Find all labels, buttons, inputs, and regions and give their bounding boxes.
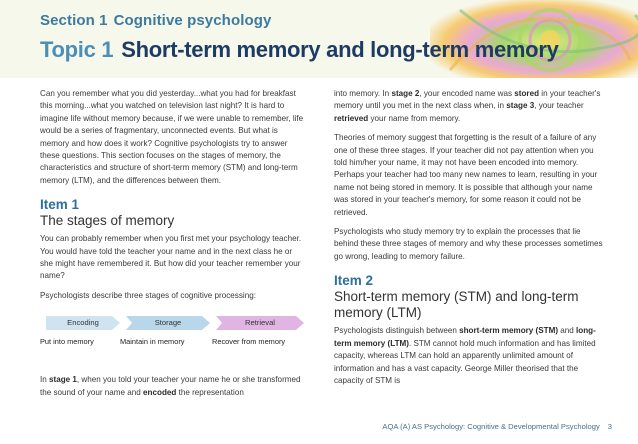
stage-sub-retrieval: Recover from memory	[212, 337, 286, 347]
stage-arrow-encoding	[46, 316, 120, 330]
stage-label-retrieval: Retrieval	[245, 318, 275, 328]
stage-arrow-storage	[126, 316, 210, 330]
item-1-heading	[40, 197, 306, 229]
page-header	[0, 0, 638, 78]
left-column	[40, 88, 306, 406]
topic-title: Short-term memory and long-term memory	[121, 37, 559, 62]
item-2-title: Short-term memory (STM) and long-term memory (LTM)	[334, 289, 579, 321]
item-2-label: Item 2	[334, 273, 374, 289]
topic-heading	[40, 37, 559, 63]
stage-label-storage: Storage	[154, 318, 182, 328]
page-number: 3	[607, 422, 612, 431]
section-title: Cognitive psychology	[113, 12, 272, 29]
item-1-label: Item 1	[40, 197, 80, 213]
forgetting-paragraph: Theories of memory suggest that forgetting is the result of a failure of any one of these three stages. If your teacher did not pay attention when you told him/her your name, it may not have been encoded into memory. Perhaps your teacher had too many new names to learn, resulting in your name not being stored in memory. It is possible that although your name was stored in your teacher's memory, for some reason it could not be retrieved.	[334, 133, 598, 217]
stage-sub-storage: Maintain in memory	[120, 337, 185, 347]
item-2-heading	[334, 273, 606, 321]
stages-2-3-paragraph: into memory. In stage 2, your encoded name was stored in your teacher's memory until you met in the next class when, in stage 3, your teacher retrieved your name from memory.	[334, 89, 601, 123]
page-footer	[382, 422, 612, 431]
section-heading	[40, 12, 271, 29]
footer-text: AQA (A) AS Psychology: Cognitive & Developmental Psychology	[382, 422, 600, 431]
stage-1-paragraph: In stage 1, when you told your teacher your name he or she transformed the sound of your name and encoded the representation	[40, 375, 301, 397]
stage-label-encoding: Encoding	[67, 318, 99, 328]
right-column	[334, 88, 606, 394]
stage-arrow-retrieval	[216, 316, 304, 330]
item-1-paragraph: You can probably remember when you first met your psychology teacher. You would have told the teacher your name and in the next class he or she might have remembered it. But how did your teacher remember your name?	[40, 234, 302, 281]
intro-paragraph: Can you remember what you did yesterday...what you had for breakfast this morning...what you watched on television last night? It is hard to imagine life without memory because, if we were unable to remember, life would be a series of fragmentary, unconnected events. But what is memory and how does it work? Cognitive psychologists try to answer these questions. This section focuses on the stages of memory, the characteristics and structure of short-term memory (STM) and long-term memory (LTM), and the differences between them.	[40, 89, 304, 185]
stage-sub-encoding: Put into memory	[40, 337, 94, 347]
item-1-title: The stages of memory	[40, 213, 175, 229]
processes-paragraph: Psychologists who study memory try to explain the processes that lie behind these three stages of memory and why these processes sometimes go wrong, leading to memory failure.	[334, 227, 603, 261]
section-label: Section 1	[40, 12, 108, 29]
topic-label: Topic 1	[40, 37, 114, 62]
stages-intro-paragraph: Psychologists describe three stages of cognitive processing:	[40, 290, 256, 300]
stages-diagram	[40, 316, 306, 360]
stm-ltm-paragraph: Psychologists distinguish between short-term memory (STM) and long-term memory (LTM). STM cannot hold much information and has limited capacity, whereas LTM can hold an apparently unlimited amount of information and has a vast capacity. George Miller theorised that the capacity of STM is	[334, 326, 596, 385]
